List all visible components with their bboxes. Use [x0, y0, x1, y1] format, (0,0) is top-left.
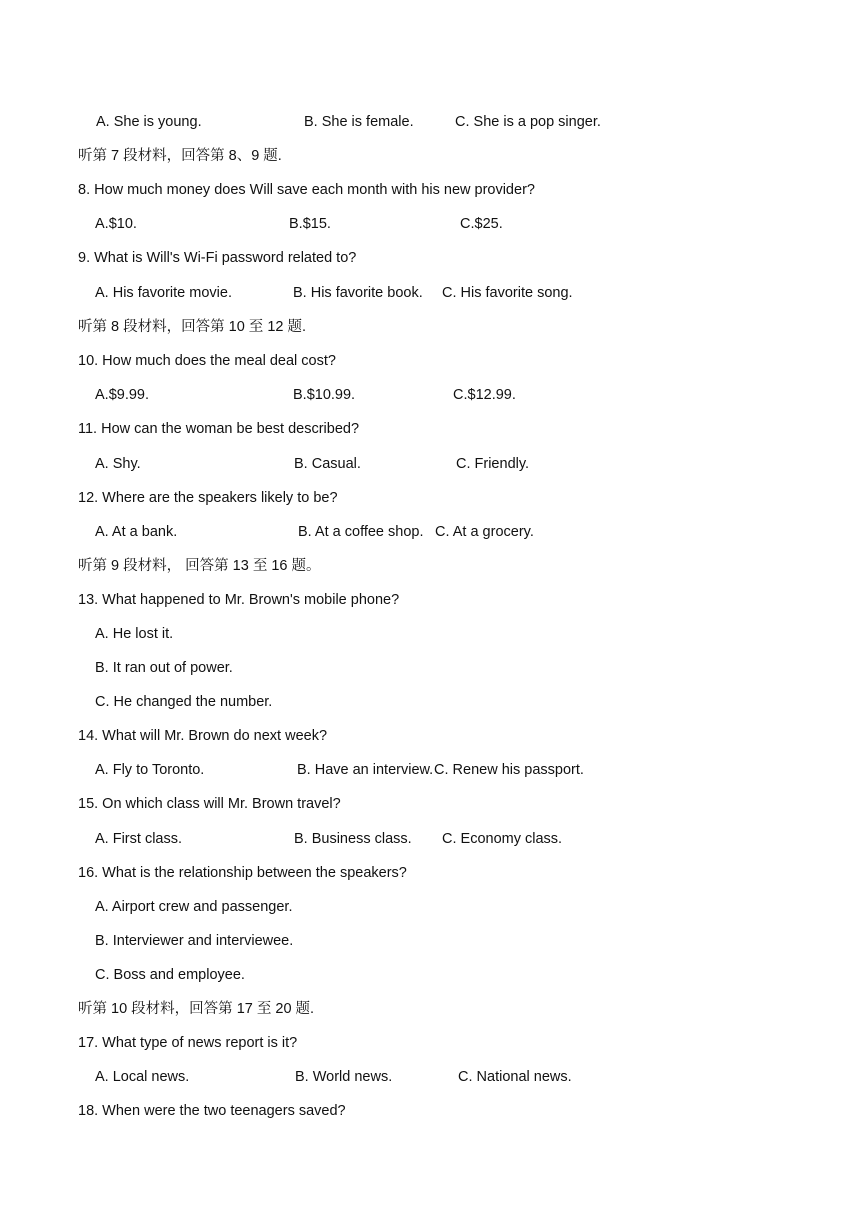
q17-option-a: A. Local news. [95, 1069, 190, 1085]
q8-option-b: B.$15. [289, 216, 331, 232]
q9-option-b: B. His favorite book. [293, 285, 423, 301]
q12-option-a: A. At a bank. [95, 524, 178, 540]
q10-question: 10. How much does the meal deal cost? [78, 353, 336, 369]
q16-option-c: C. Boss and employee. [95, 967, 245, 983]
q7-option-c: C. She is a pop singer. [455, 114, 601, 130]
q14-option-c: C. Renew his passport. [434, 762, 584, 778]
q11-option-a: A. Shy. [95, 456, 141, 472]
q13-option-a: A. He lost it. [95, 626, 174, 642]
q8-option-a: A.$10. [95, 216, 137, 232]
q13-question: 13. What happened to Mr. Brown's mobile phone? [78, 592, 400, 608]
q17-option-c: C. National news. [458, 1069, 572, 1085]
q15-option-a: A. First class. [95, 831, 183, 847]
q8-question: 8. How much money does Will save each month with his new provider? [78, 182, 535, 198]
q10-option-c: C.$12.99. [453, 387, 516, 403]
q12-option-c: C. At a grocery. [435, 524, 534, 540]
q15-question: 15. On which class will Mr. Brown travel? [78, 796, 341, 812]
q13-option-b: B. It ran out of power. [95, 660, 233, 676]
section-9-instruction: 听第 9 段材料， 回答第 13 至 16 题。 [78, 558, 321, 574]
q11-question: 11. How can the woman be best described? [78, 421, 360, 437]
q10-option-a: A.$9.99. [95, 387, 150, 403]
section-10-instruction: 听第 10 段材料，回答第 17 至 20 题. [78, 1001, 315, 1017]
q12-option-b: B. At a coffee shop. [298, 524, 424, 540]
q15-option-b: B. Business class. [294, 831, 412, 847]
q16-question: 16. What is the relationship between the speakers? [78, 865, 407, 881]
q8-option-c: C.$25. [460, 216, 503, 232]
q14-option-b: B. Have an interview. [297, 762, 434, 778]
q7-option-a: A. She is young. [96, 114, 202, 130]
q13-option-c: C. He changed the number. [95, 694, 273, 710]
q16-option-b: B. Interviewer and interviewee. [95, 933, 294, 949]
q16-option-a: A. Airport crew and passenger. [95, 899, 293, 915]
q14-question: 14. What will Mr. Brown do next week? [78, 728, 328, 744]
q9-question: 9. What is Will's Wi-Fi password related to? [78, 250, 357, 266]
q14-option-a: A. Fly to Toronto. [95, 762, 205, 778]
q9-option-c: C. His favorite song. [442, 285, 573, 301]
q12-question: 12. Where are the speakers likely to be? [78, 490, 338, 506]
section-7-instruction: 听第 7 段材料，回答第 8、9 题. [78, 148, 282, 164]
q10-option-b: B.$10.99. [293, 387, 356, 403]
q7-option-b: B. She is female. [304, 114, 414, 130]
q9-option-a: A. His favorite movie. [95, 285, 232, 301]
q17-question: 17. What type of news report is it? [78, 1035, 298, 1051]
section-8-instruction: 听第 8 段材料，回答第 10 至 12 题. [78, 319, 307, 335]
q15-option-c: C. Economy class. [442, 831, 563, 847]
q17-option-b: B. World news. [295, 1069, 393, 1085]
q11-option-c: C. Friendly. [456, 456, 530, 472]
q11-option-b: B. Casual. [294, 456, 361, 472]
q18-question: 18. When were the two teenagers saved? [78, 1103, 346, 1119]
